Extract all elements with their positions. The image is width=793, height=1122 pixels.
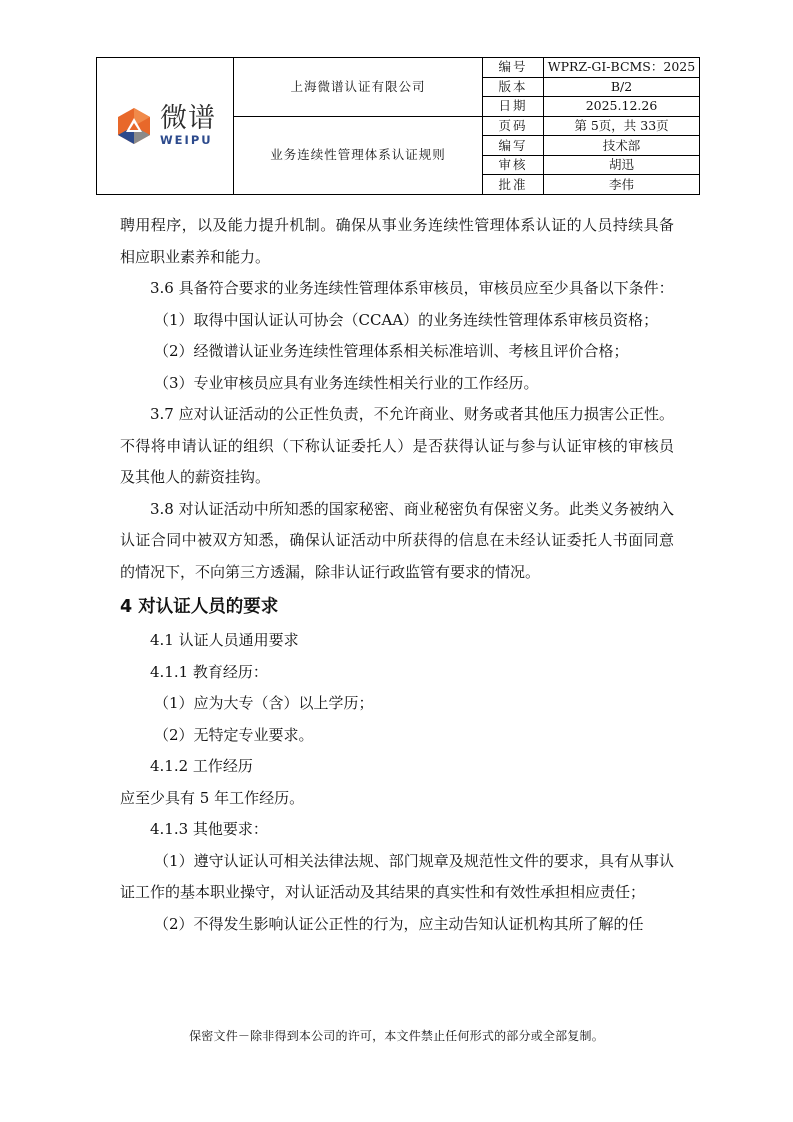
logo-cn-text: 微谱 xyxy=(160,103,216,135)
clause-4-1-2-text: 应至少具有 5 年工作经历。 xyxy=(120,788,305,807)
clause-4-1: 4.1 认证人员通用要求 xyxy=(150,631,299,649)
field-label-date: 日期 xyxy=(483,97,544,117)
field-label-page: 页码 xyxy=(483,116,544,136)
clause-3-6-item-1: （1）取得中国认证认可协会（CCAA）的业务连续性管理体系审核员资格； xyxy=(154,310,659,329)
clause-3-6-item-3: （3）专业审核员应具有业务连续性相关行业的工作经历。 xyxy=(154,373,539,392)
document-title: 业务连续性管理体系认证规则 xyxy=(234,116,483,194)
company-logo xyxy=(97,105,233,147)
confidentiality-footer: 保密文件－除非得到本公司的许可，本文件禁止任何形式的部分或全部复制。 xyxy=(189,1029,604,1043)
section-heading-4: 4 对认证人员的要求 xyxy=(120,597,279,617)
field-value-reviewer: 胡迅 xyxy=(544,155,700,175)
clause-4-1-2: 4.1.2 工作经历 xyxy=(150,757,253,775)
clause-4-1-1-item-2: （2）无特定专业要求。 xyxy=(154,725,314,744)
field-label-reviewer: 审核 xyxy=(483,155,544,175)
logo-cell xyxy=(97,58,234,195)
company-name: 上海微谱认证有限公司 xyxy=(234,58,483,117)
paragraph-continuation: 聘用程序，以及能力提升机制。确保从事业务连续性管理体系认证的人员持续具备相应职业素养和能力。 xyxy=(120,216,674,266)
clause-4-1-3-item-1: （1）遵守认证认可相关法律法规、部门规章及规范性文件的要求，具有从事认证工作的基本职业操守，对认证活动及其结果的真实性和有效性承担相应责任； xyxy=(120,851,674,901)
field-value-page: 第 5页，共 33页 xyxy=(544,116,700,136)
clause-3-7: 3.7 应对认证活动的公正性负责，不允许商业、财务或者其他压力损害公正性。不得将申请认证的组织（下称认证委托人）是否获得认证与参与认证审核的审核员及其他人的薪资挂钩。 xyxy=(120,405,674,486)
weipu-logo-icon xyxy=(114,106,154,146)
clause-3-6-item-2: （2）经微谱认证业务连续性管理体系相关标准培训、考核且评价合格； xyxy=(154,342,629,360)
field-value-approver: 李伟 xyxy=(544,175,700,195)
field-label-author: 编写 xyxy=(483,136,544,156)
header-table xyxy=(96,57,700,195)
clause-3-6: 3.6 具备符合要求的业务连续性管理体系审核员，审核员应至少具备以下条件： xyxy=(150,279,674,297)
clause-4-1-3: 4.1.3 其他要求： xyxy=(150,820,268,838)
field-label-approver: 批准 xyxy=(483,175,544,195)
clause-4-1-3-item-2: （2）不得发生影响认证公正性的行为，应主动告知认证机构其所了解的任 xyxy=(154,914,644,933)
logo-en-text: WEIPU xyxy=(160,133,213,148)
field-value-author: 技术部 xyxy=(544,136,700,156)
clause-4-1-1: 4.1.1 教育经历： xyxy=(150,662,268,681)
document-body xyxy=(120,210,674,940)
field-value-version: B/2 xyxy=(544,77,700,97)
clause-3-8: 3.8 对认证活动中所知悉的国家秘密、商业秘密负有保密义务。此类义务被纳入认证合同中被双方知悉，确保认证活动中所获得的信息在未经认证委托人书面同意的情况下，不向第三方透漏，除非认证行政监管有要求的情况。 xyxy=(120,499,674,581)
field-value-number: WPRZ-GI-BCMS：2025 xyxy=(544,58,700,78)
field-label-version: 版本 xyxy=(483,77,544,97)
field-label-number: 编号 xyxy=(483,58,544,78)
clause-4-1-1-item-1: （1）应为大专（含）以上学历； xyxy=(154,694,374,712)
field-value-date: 2025.12.26 xyxy=(544,97,700,117)
